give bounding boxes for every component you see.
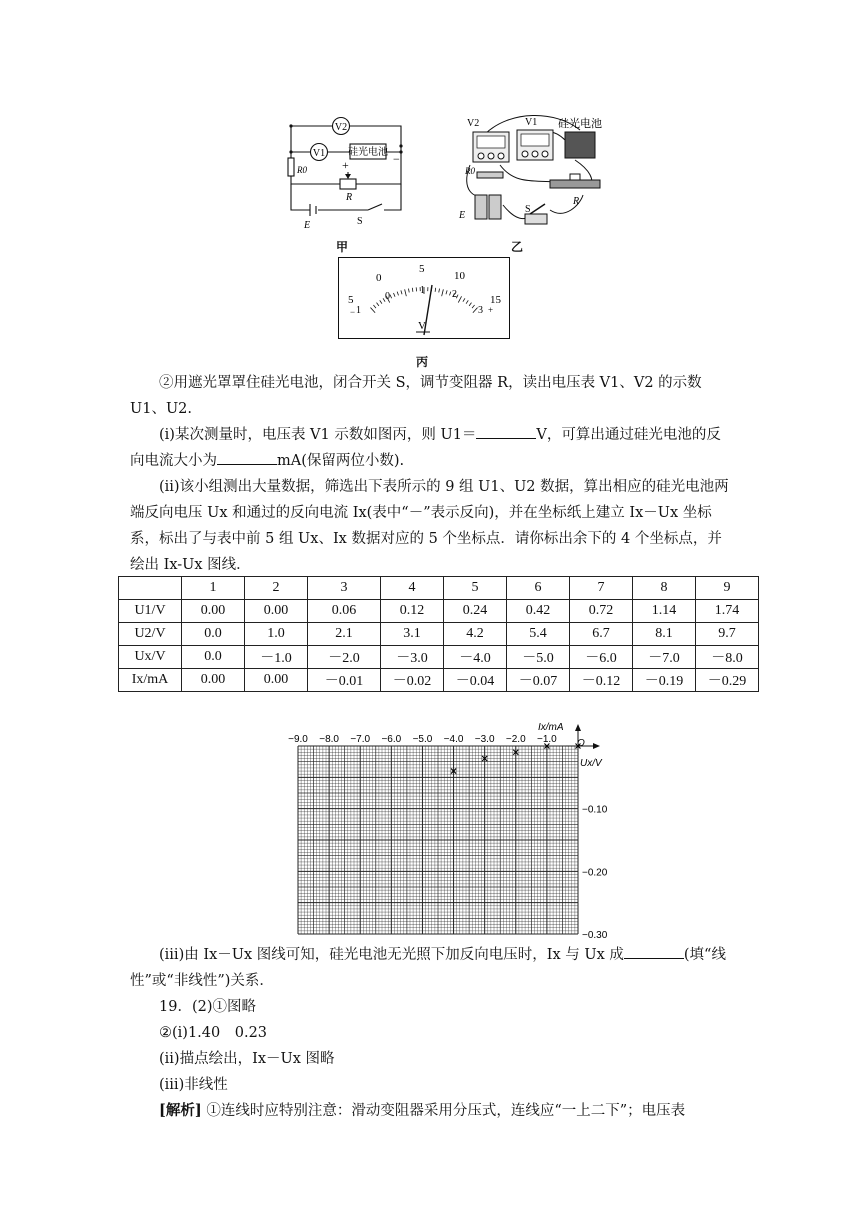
y-tick-label: −0.30 [582, 930, 608, 938]
table-cell: 0.42 [507, 600, 570, 623]
yi-r-label: R [573, 196, 580, 207]
yi-v1-label: V1 [525, 117, 538, 128]
table-cell: －0.01 [308, 669, 381, 692]
table-cell: 0.00 [182, 669, 245, 692]
answer-blank-u1[interactable] [476, 424, 536, 439]
table-cell: 3.1 [381, 623, 444, 646]
dial-outer-tick-0: 0 [376, 272, 382, 284]
dial-inner-tick-1: 1 [420, 285, 425, 296]
y-tick-label: −0.20 [582, 867, 608, 879]
table-cell: 0.24 [444, 600, 507, 623]
dial-outer-tick-15: 15 [490, 294, 501, 306]
table-cell: －7.0 [633, 646, 696, 669]
sub-iii-text-b: (填“线性”或“非线性”)关系． [130, 947, 726, 989]
jia-v2-label: V2 [334, 122, 348, 133]
table-cell: －8.0 [696, 646, 759, 669]
paragraph-sub-ii: (ⅱ)该小组测出大量数据，筛选出下表所示的 9 组 U1、U2 数据，算出相应的硅光电池两端反向电压 Ux 和通过的反向电流 Ix(表中“－”表示反向)，并在坐标纸上建立 Ix－Ux 坐标系，标出了与表中前 5 组 Ux、Ix 数据对应的 5 个坐标点．请你标出余下的 4 个坐标点，并绘出 Ix-Ux 图线． [130, 479, 729, 573]
yi-e-label: E [459, 210, 466, 221]
table-cell: 0.12 [381, 600, 444, 623]
table-header-cell: 4 [381, 577, 444, 600]
dial-terminal-plus: + [488, 305, 494, 315]
analysis-tag: [解析] [159, 1102, 202, 1119]
x-tick-label: −5.0 [412, 734, 433, 745]
answer-line-3: (ⅱ)描点绘出，Ix－Ux 图略 [159, 1051, 335, 1067]
table-cell: 0.0 [182, 646, 245, 669]
table-cell: 8.1 [633, 623, 696, 646]
table-header-cell: 2 [245, 577, 308, 600]
circuit-diagram-jia [280, 112, 420, 234]
sub-i-text-a: (ⅰ)某次测量时，电压表 V1 示数如图丙，则 U1＝ [159, 427, 477, 443]
dial-terminal-minus: − [350, 307, 356, 317]
x-tick-label: −7.0 [350, 734, 371, 745]
table-cell: －0.07 [507, 669, 570, 692]
table-header-cell: 6 [507, 577, 570, 600]
table-header-cell: 5 [444, 577, 507, 600]
table-cell: 1.0 [245, 623, 308, 646]
table-header-row [119, 577, 759, 600]
answer-line-4: (ⅲ)非线性 [159, 1077, 228, 1093]
table-row-ux [119, 646, 759, 669]
table-header-cell: 8 [633, 577, 696, 600]
yi-v2-label: V2 [467, 118, 480, 129]
yi-s-label: S [525, 204, 531, 215]
dial-inner-tick-2: 2 [452, 289, 457, 300]
table-row-u1 [119, 600, 759, 623]
table-cell: 0.00 [182, 600, 245, 623]
sub-i-text-b: V，可算出通过硅光电池的反向电流大小为 [130, 427, 721, 469]
jia-e-label: E [304, 220, 311, 231]
table-cell: －2.0 [308, 646, 381, 669]
table-header-cell: 1 [182, 577, 245, 600]
table-row-label: Ux/V [119, 646, 182, 669]
table-cell: 5.4 [507, 623, 570, 646]
yi-cell-label: 硅光电池 [558, 117, 602, 130]
dial-outer-tick-5-left: 5 [348, 294, 354, 306]
table-cell: 0.06 [308, 600, 381, 623]
x-axis-label: Ux/V [580, 758, 602, 769]
analysis-line [130, 1098, 730, 1124]
table-cell: －0.04 [444, 669, 507, 692]
jia-plus: + [342, 158, 349, 172]
data-table [118, 576, 759, 692]
answer-line-2: ②(ⅰ)1.40 0.23 [159, 1025, 268, 1041]
table-row-label: U2/V [119, 623, 182, 646]
sub-iii-text-a: (ⅲ)由 Ix－Ux 图线可知，硅光电池无光照下加反向电压时，Ix 与 Ux 成 [159, 947, 624, 963]
table-cell: 4.2 [444, 623, 507, 646]
table-cell: －0.19 [633, 669, 696, 692]
x-tick-label: −4.0 [443, 734, 464, 745]
table-cell: －6.0 [570, 646, 633, 669]
yi-r0-label: R0 [465, 166, 475, 176]
paragraph-sub-i [130, 422, 730, 474]
caption-bing: 丙 [416, 355, 429, 369]
x-tick-label: −9.0 [288, 734, 308, 745]
table-header-cell: 9 [696, 577, 759, 600]
dial-inner-tick-3: 3 [478, 305, 483, 316]
jia-cell-label: 硅光电池 [348, 147, 388, 158]
ix-ux-graph [280, 716, 620, 938]
table-header-cell: 3 [308, 577, 381, 600]
apparatus-figure-yi [455, 110, 615, 240]
table-cell: 2.1 [308, 623, 381, 646]
answer-line-1: 19．(2)①图略 [159, 999, 256, 1015]
table-cell: －3.0 [381, 646, 444, 669]
table-cell: －1.0 [245, 646, 308, 669]
table-cell: －0.29 [696, 669, 759, 692]
dial-outer-tick-5: 5 [419, 263, 425, 275]
voltmeter-dial-bing [338, 257, 510, 339]
table-cell: 0.0 [182, 623, 245, 646]
x-tick-label: −2.0 [505, 734, 526, 745]
table-cell: 0.00 [245, 600, 308, 623]
caption-yi: 乙 [511, 240, 524, 254]
x-tick-label: −3.0 [474, 734, 495, 745]
dial-unit-label: V [418, 320, 426, 332]
table-cell: 6.7 [570, 623, 633, 646]
analysis-text: ①连线时应特别注意：滑动变阻器采用分压式，连线应“一上二下”；电压表 [206, 1103, 686, 1119]
origin-label: O [577, 738, 585, 749]
jia-v1-label: V1 [312, 148, 326, 159]
y-axis-label: Ix/mA [538, 722, 564, 733]
paragraph-sub-iii [130, 942, 730, 994]
table-header-cell [119, 577, 182, 600]
jia-r-label: R [346, 192, 353, 203]
table-cell: 9.7 [696, 623, 759, 646]
table-cell: －5.0 [507, 646, 570, 669]
jia-s-label: S [357, 216, 363, 227]
table-row-label: Ix/mA [119, 669, 182, 692]
table-row-ix [119, 669, 759, 692]
table-cell: －0.12 [570, 669, 633, 692]
table-header-cell: 7 [570, 577, 633, 600]
table-cell: －4.0 [444, 646, 507, 669]
paragraph-step2: ②用遮光罩罩住硅光电池，闭合开关 S，调节变阻器 R，读出电压表 V1、V2 的示数 U1、U2. [130, 375, 702, 417]
x-tick-label: −1.0 [537, 734, 557, 745]
x-tick-label: −6.0 [381, 734, 402, 745]
table-cell: 0.00 [245, 669, 308, 692]
table-cell: 1.14 [633, 600, 696, 623]
y-tick-label: −0.10 [582, 804, 608, 816]
caption-jia: 甲 [336, 240, 349, 254]
x-tick-label: −8.0 [319, 734, 339, 745]
answer-blank-current[interactable] [217, 450, 277, 465]
dial-inner-tick-0: 0 [385, 291, 390, 302]
jia-r0-label: R0 [297, 165, 307, 175]
table-cell: 1.74 [696, 600, 759, 623]
table-cell: －0.02 [381, 669, 444, 692]
answer-blank-linearity[interactable] [624, 944, 684, 959]
sub-i-text-c: mA(保留两位小数). [277, 453, 405, 469]
dial-outer-tick-10: 10 [454, 270, 465, 282]
table-row-u2 [119, 623, 759, 646]
dial-inner-tick-1-left: 1 [356, 305, 361, 316]
jia-minus: − [393, 152, 400, 166]
table-cell: 0.72 [570, 600, 633, 623]
table-row-label: U1/V [119, 600, 182, 623]
